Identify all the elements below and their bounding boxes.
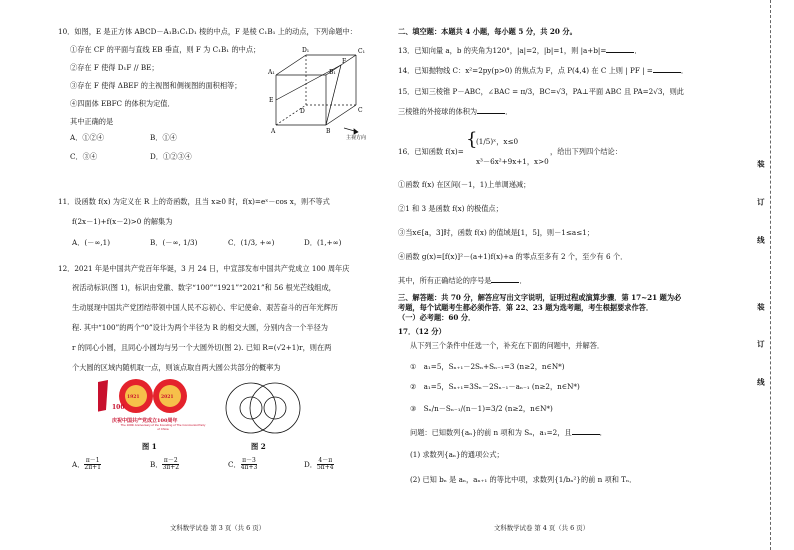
- q12-line-4: 程. 其中“100”的两个“0”设计为两个半径为 R 的相交大圆，分别内含一个半径为: [72, 323, 328, 332]
- binding-label-zhuang-2: 装: [756, 303, 766, 311]
- centenary-logo-figure: [98, 378, 218, 438]
- right-footer: 文科数学试卷 第 4 页（共 6 页）: [494, 524, 589, 532]
- logo-year-1921: 1921: [127, 395, 140, 400]
- piecewise-brace: {: [466, 129, 478, 150]
- q10-option-a: A．①②④: [70, 133, 104, 142]
- q16-tail: 其中，所有正确结论的序号是 ．: [398, 276, 527, 285]
- q17-part-1: (1) 求数列{aₙ}的通项公式；: [410, 450, 504, 459]
- q10-option-b: B．①④: [150, 133, 177, 142]
- label-d1: D₁: [302, 47, 310, 54]
- q17-question: 问题：已知数列{aₙ}的前 n 项和为 Sₙ，a₁=2，且 ．: [410, 428, 607, 437]
- q11-option-a: A．(－∞,1): [72, 238, 111, 247]
- section-2-heading: 二、填空题：本题共 4 小题，每小题 5 分，共 20 分。: [398, 27, 577, 36]
- q17-condition-1: ① a₁=5，Sₙ₊₁－2Sₙ+Sₙ₋₁=3 (n≥2，n∈N*): [410, 362, 565, 371]
- q16-item-2: ②1 和 3 是函数 f(x) 的极值点；: [398, 204, 503, 213]
- q10-item-4: ④四面体 EBFC 的体积为定值．: [70, 99, 175, 108]
- q17-condition-2: ② a₁=5，Sₙ₊₁=3Sₙ－2Sₙ₋₁－aₙ₋₁ (n≥2，n∈N*): [410, 382, 580, 391]
- label-b: B: [326, 128, 331, 135]
- q12-line-2: 祝活动标识(图 1)，标识由党徽、数字“100”“1921”“2021”和 56 根光芒线组成，: [72, 283, 336, 292]
- q14: 14．已知抛物线 C：x²=2py(p>0) 的焦点为 F，点 P(4,4) 在 C 上则 | PF | = ．: [398, 66, 689, 75]
- label-d: D: [300, 108, 305, 115]
- q10-stem: 10．如图，E 是正方体 ABCD－A₁B₁C₁D₁ 棱的中点，F 是棱 C₁B₁ 上的动点，下列命题中：: [58, 27, 357, 36]
- q11-option-c: C．(1/3, +∞): [228, 238, 275, 247]
- logo-english-text: The 100th Anniversary of the Founding of The Communist Party of China: [120, 424, 206, 431]
- binding-margin: [726, 0, 794, 550]
- intersecting-circles-figure: [218, 378, 308, 438]
- q12-line-1: 12．2021 年是中国共产党百年华诞，3 月 24 日，中宣部发布中国共产党成立 100 周年庆: [58, 264, 350, 273]
- q12-option-b: B． $\frac{\pi-2}{3\pi+2}$: [150, 457, 180, 472]
- binding-label-ding-2: 订: [756, 340, 766, 348]
- binding-label-xian-1: 线: [756, 236, 766, 244]
- label-a: A: [271, 128, 276, 135]
- section-3-subheading: （一）必考题：60 分．: [398, 313, 476, 322]
- q12-line-6: 个大圆的区域内随机取一点，则该点取自两大圆公共部分的概率为: [72, 363, 281, 372]
- label-c1: C₁: [358, 48, 365, 55]
- main-view-label: 主视方向: [346, 135, 367, 140]
- logo-year-2021: 2021: [161, 395, 174, 400]
- q12-line-5: r 的同心小圆，且同心小圆均与另一个大圆外切(图 2). 已知 R=(√2+1)r，则在两: [72, 343, 332, 352]
- label-a1: A₁: [268, 69, 275, 76]
- cube-figure: [266, 40, 376, 140]
- q16-case-2: x³－6x²+9x+1，x>0: [476, 157, 549, 166]
- q17-intro: 从下列三个条件中任选一个，补充在下面的问题中，并解答．: [410, 341, 605, 350]
- left-footer: 文科数学试卷 第 3 页（共 6 页）: [170, 524, 265, 532]
- q10-item-3: ③存在 F 使得 ΔBEF 的主视图和侧视图的面积相等；: [70, 81, 242, 90]
- q10-option-d: D．①②③④: [150, 152, 192, 161]
- q16-item-3: ③当x∈[a，3]时，函数 f(x) 的值域是[1，5]，则－1≤a≤1；: [398, 228, 594, 237]
- q16-item-4: ④函数 g(x)=[f(x)]²－(a+1)f(x)+a 的零点至多有 2 个，至少有 6 个．: [398, 252, 628, 261]
- label-f: F: [342, 58, 347, 65]
- party-emblem-icon: [98, 380, 108, 412]
- q10-item-2: ②存在 F 使得 D₁F // BE；: [70, 63, 159, 72]
- section-3-heading: 三、解答题：共 70 分，解答应写出文字说明，证明过程或演算步骤．第 17~21 题为必: [398, 293, 682, 302]
- q17-heading: 17．（12 分）: [398, 327, 446, 336]
- binding-label-zhuang-1: 装: [756, 160, 766, 168]
- q11-line2: f(2x－1)+f(x－2)>0 的解集为: [72, 217, 173, 226]
- logo-chinese-text: 庆祝中国共产党成立100周年: [112, 418, 178, 424]
- logo-number-100: 100: [112, 404, 125, 411]
- q11-stem: 11．设函数 f(x) 为定义在 R 上的奇函数，且当 x≥0 时，f(x)=eˣ－cos x，则不等式: [58, 197, 330, 206]
- binding-label-xian-2: 线: [756, 378, 766, 386]
- q15-line-1: 15．已知三棱锥 P－ABC，∠BAC = π/3，BC=√3，PA⊥平面 ABC 且 PA=2√3，则此: [398, 87, 684, 96]
- q17-condition-3: ③ Sₙ/n－Sₙ₋₁/(n－1)=3/2 (n≥2，n∈N*): [410, 404, 553, 413]
- q17-part-2: (2) 已知 bₙ 是 aₙ，aₙ₊₁ 的等比中项，求数列{1/bₙ²}的前 n 项和 Tₙ．: [410, 475, 637, 484]
- q12-option-d: D． $\frac{4-\pi}{5\pi+4}$: [304, 457, 334, 472]
- q16-stem: 16．已知函数 f(x)=: [398, 147, 464, 156]
- q15-line-2: 三棱锥的外接球的体积为 ．: [398, 107, 513, 116]
- q10-item-1: ①存在 CF 的平面与直线 EB 垂直，则 F 为 C₁B₁ 的中点；: [70, 45, 261, 54]
- label-e: E: [269, 97, 274, 104]
- binding-label-ding-1: 订: [756, 198, 766, 206]
- q10-option-c: C．③④: [70, 152, 98, 161]
- q11-option-b: B．(－∞, 1/3): [150, 238, 198, 247]
- section-3-line-2: 考题，每个试题考生都必须作答．第 22、23 题为选考题，考生根据要求作答．: [398, 303, 654, 312]
- q12-line-3: 生动展现中国共产党团结带领中国人民不忘初心、牢记使命、艰苦奋斗的百年光辉历: [72, 303, 338, 312]
- q16-item-1: ①函数 f(x) 在区间(－1，1)上单调递减；: [398, 180, 531, 189]
- q11-option-d: D．(1,+∞): [304, 238, 342, 247]
- binding-dashed-line: [770, 0, 771, 550]
- label-c: C: [358, 107, 363, 114]
- figure-1-caption: 图 1: [142, 442, 157, 451]
- label-b1: B₁: [329, 69, 336, 76]
- q12-option-c: C． $\frac{\pi-3}{4\pi+3}$: [228, 457, 258, 472]
- q10-tail: 其中正确的是: [70, 117, 114, 126]
- q12-option-a: A． $\frac{\pi-1}{2\pi+1}$: [72, 457, 101, 472]
- q13: 13．已知向量 a，b 的夹角为120°，|a|=2，|b|=1，则 |a+b|= ．: [398, 46, 642, 55]
- q16-post: ，给出下列四个结论：: [550, 147, 622, 156]
- figure-2-caption: 图 2: [251, 442, 266, 451]
- q16-case-1: (1/5)ˣ，x≤0: [476, 137, 519, 146]
